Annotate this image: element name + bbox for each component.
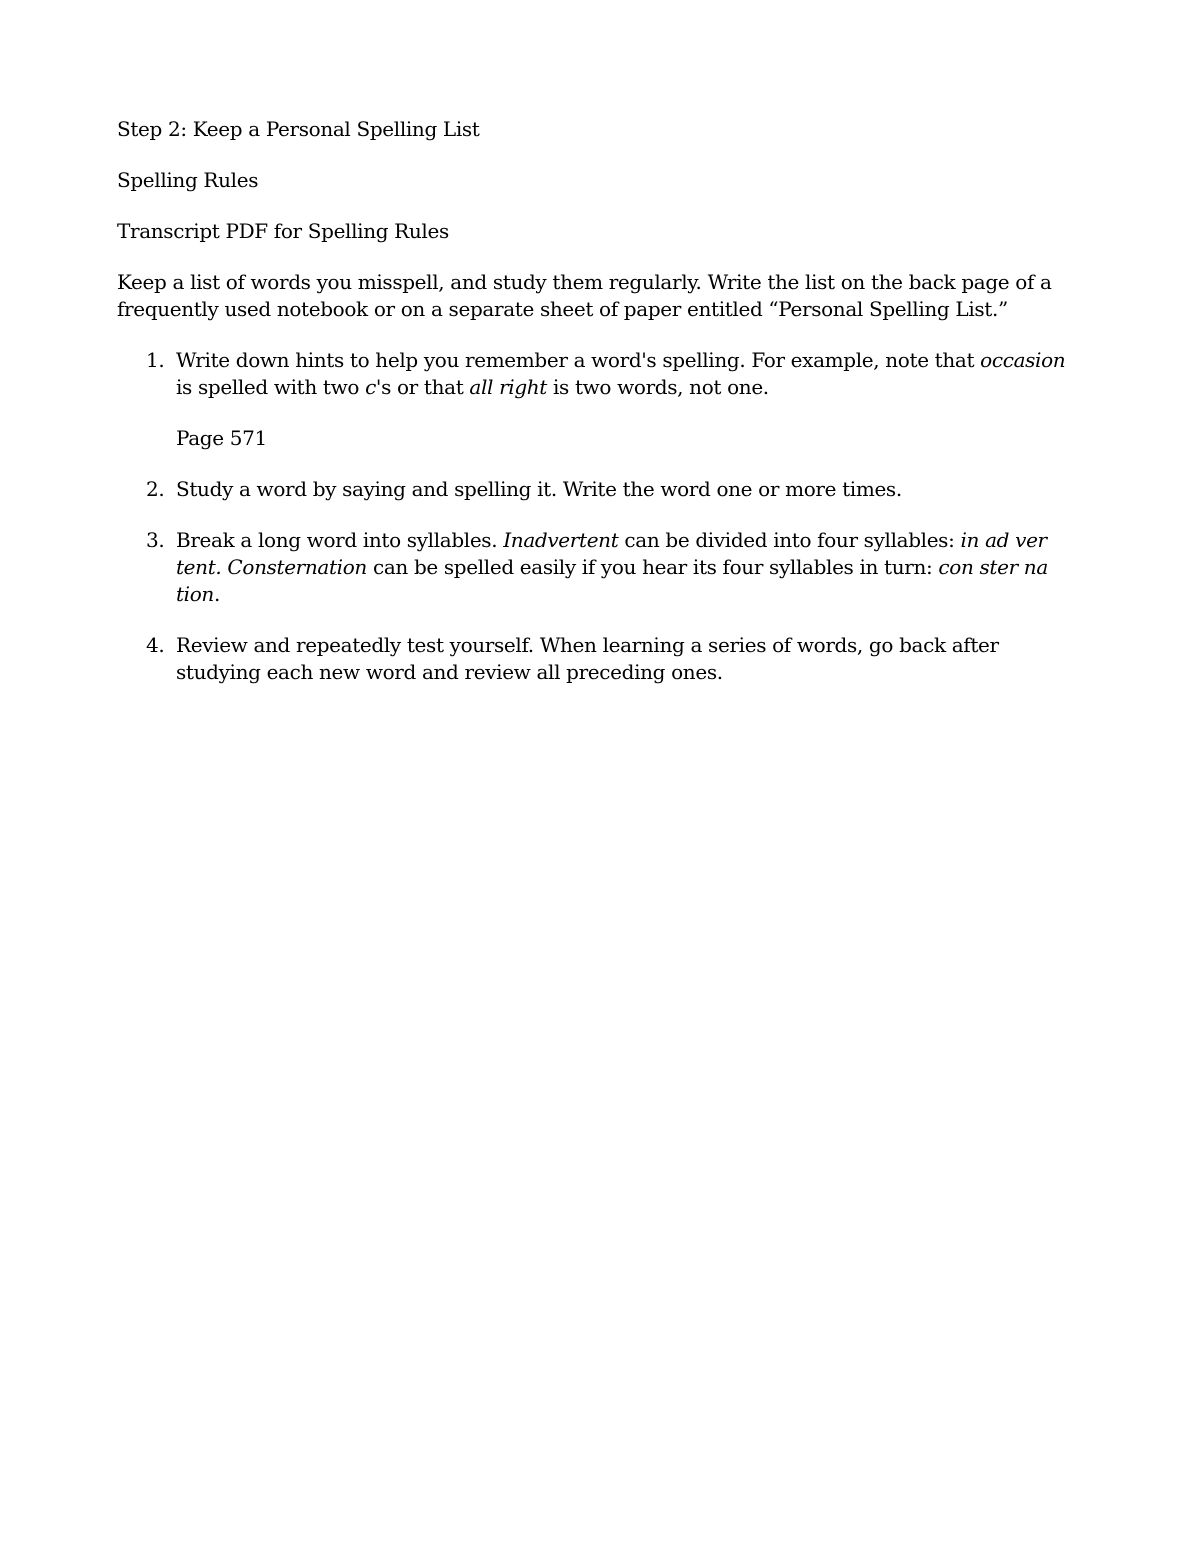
list-number: 1. <box>146 348 165 372</box>
spelling-tips-list <box>117 347 1067 686</box>
text-run: is spelled with two <box>176 375 366 399</box>
list-item-text: Study a word by saying and spelling it. Write the word one or more times. <box>176 477 902 501</box>
list-item-text <box>176 527 1067 608</box>
list-item <box>117 527 1067 608</box>
heading: Step 2: Keep a Personal Spelling List <box>117 117 480 141</box>
text-run: can be spelled easily if you hear its four syllables in turn: <box>366 555 939 579</box>
intro-paragraph: Keep a list of words you misspell, and study them regularly. Write the list on the back page of a frequently used notebook or on a separate sheet of paper entitled “Personal Spelling List.” <box>117 270 1052 321</box>
italic-word: c <box>365 375 376 399</box>
list-number: 4. <box>146 633 165 657</box>
subheading: Spelling Rules <box>117 168 259 192</box>
list-number: 2. <box>146 477 165 501</box>
italic-word: all right <box>469 375 547 399</box>
italic-word: in ad ver tent. <box>176 528 1047 579</box>
italic-word: occasion <box>980 348 1066 372</box>
page-marker: Page 571 <box>176 426 267 450</box>
list-item <box>117 347 1067 452</box>
document-page <box>117 116 1067 710</box>
list-item-text: Review and repeatedly test yourself. When learning a series of words, go back after studying each new word and review all preceding ones. <box>176 633 999 684</box>
italic-word: Inadvertent <box>503 528 619 552</box>
list-item <box>117 632 1067 686</box>
list-item <box>117 476 1067 503</box>
text-run: Break a long word into syllables. <box>176 528 504 552</box>
transcript-link[interactable]: Transcript PDF for Spelling Rules <box>117 219 449 243</box>
text-run: . <box>213 582 220 606</box>
text-run: 's or that <box>375 375 470 399</box>
text-run: is two words, not one. <box>547 375 769 399</box>
text-run: Write down hints to help you remember a word's spelling. For example, note that <box>176 348 981 372</box>
text-run: can be divided into four syllables: <box>618 528 961 552</box>
list-number: 3. <box>146 528 165 552</box>
list-item-text <box>176 347 1067 401</box>
italic-word: Consternation <box>227 555 367 579</box>
italic-word: con ster na tion <box>176 555 1048 606</box>
